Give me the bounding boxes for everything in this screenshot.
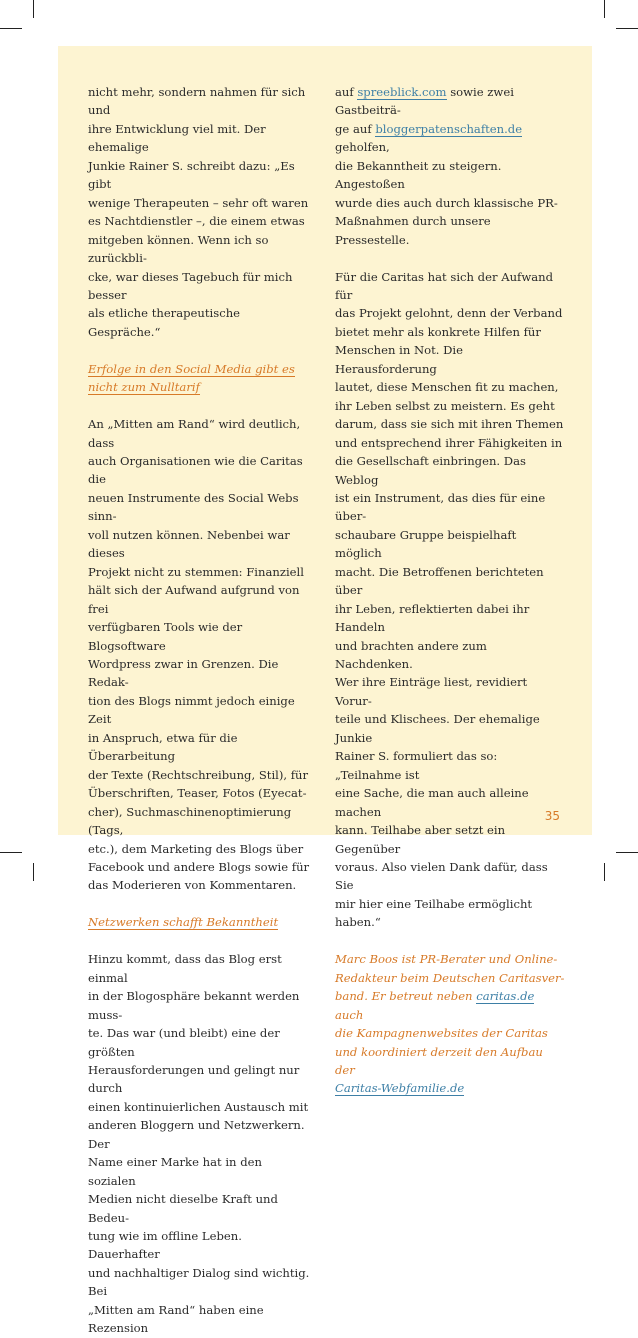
text-fragment: Redakteur beim Deutschen Caritasver- xyxy=(335,970,565,985)
text-fragment: auf xyxy=(335,85,358,99)
section-heading xyxy=(88,360,310,397)
text-line xyxy=(335,1079,565,1097)
text-line: teile und Klischees. Der ehemalige Junkie xyxy=(335,712,540,745)
text-line: auch Organisationen wie die Caritas die xyxy=(88,454,303,487)
text-line: cher), Suchmaschinenoptimierung (Tags, xyxy=(88,804,292,838)
crop-mark xyxy=(604,0,605,18)
crop-mark xyxy=(33,863,34,881)
text-line: als etliche therapeutische Gespräche.“ xyxy=(88,306,241,339)
heading-line xyxy=(88,378,310,396)
text-line: darum, dass sie sich mit ihren Themen xyxy=(335,417,564,432)
text-line: das Moderieren von Kommentaren. xyxy=(88,878,297,893)
text-line: in Anspruch, etwa für die Überarbeitung xyxy=(88,730,238,764)
heading-text: Erfolge in den Social Media gibt es xyxy=(88,361,295,376)
text-fragment: sowie zwei Gastbeiträ- xyxy=(335,85,514,118)
text-line: wenige Therapeuten – sehr oft waren xyxy=(88,195,309,210)
text-line: etc.), dem Marketing des Blogs über xyxy=(88,841,304,856)
text-line xyxy=(335,212,565,249)
text-line: Rainer S. formuliert das so: „Teilnahme ist xyxy=(335,749,498,782)
heading-line xyxy=(88,913,310,931)
text-line: cke, war dieses Tagebuch für mich besser xyxy=(88,269,293,302)
paragraph-blog-links xyxy=(335,83,565,249)
text-fragment: geholfen, xyxy=(335,140,390,155)
text-line: „Mitten am Rand“ haben eine Rezension xyxy=(88,1302,264,1336)
text-line: es Nachtdienstler –, die einem etwas xyxy=(88,214,305,229)
text-line: Projekt nicht zu stemmen: Finanziell xyxy=(88,564,304,579)
text-line: Wordpress zwar in Grenzen. Die Redak- xyxy=(88,657,279,690)
text-line: mitgeben können. Wenn ich so zurückbli- xyxy=(88,232,269,266)
hyperlink[interactable]: Caritas-Webfamilie.de xyxy=(335,1081,465,1096)
text-line: und entsprechend ihrer Fähigkeiten in xyxy=(335,435,563,450)
text-line: ihr Leben, reflektierten dabei ihr Handeln xyxy=(335,601,530,635)
text-line: voraus. Also vielen Dank dafür, dass Sie xyxy=(335,860,548,893)
text-line: ihre Entwicklung viel mit. Der ehemalige xyxy=(88,121,266,155)
heading-line xyxy=(88,360,310,378)
text-line: tung wie im offline Leben. Dauerhafter xyxy=(88,1229,242,1262)
crop-mark xyxy=(0,852,22,853)
text-line: verfügbaren Tools wie der Blogsoftware xyxy=(88,620,243,653)
text-line: Hinzu kommt, dass das Blog erst einmal xyxy=(88,952,282,985)
heading-text: Netzwerken schafft Bekanntheit xyxy=(88,915,279,930)
page xyxy=(58,46,592,1336)
text-line: hält sich der Aufwand aufgrund von frei xyxy=(88,583,300,616)
heading-text: nicht zum Nulltarif xyxy=(88,380,200,395)
text-fragment: ge auf xyxy=(335,121,376,136)
text-line: te. Das war (und bleibt) eine der größten xyxy=(88,1026,280,1059)
crop-mark xyxy=(616,28,638,29)
crop-mark xyxy=(604,863,605,881)
text-fragment: band. Er betreut neben xyxy=(335,989,477,1004)
crop-mark xyxy=(33,0,34,18)
text-line: und nachhaltiger Dialog sind wichtig. Bei xyxy=(88,1265,310,1299)
text-line: An „Mitten am Rand“ wird deutlich, dass xyxy=(88,417,301,450)
left-column xyxy=(88,83,310,1338)
text-line: voll nutzen können. Nebenbei war dieses xyxy=(88,527,290,561)
page-number: 35 xyxy=(544,809,560,823)
text-line: bietet mehr als konkrete Hilfen für xyxy=(335,324,541,339)
text-line: die Gesellschaft einbringen. Das Weblog xyxy=(335,454,526,487)
paragraph xyxy=(88,415,310,895)
text-line: neuen Instrumente des Social Webs sinn- xyxy=(88,490,299,524)
crop-mark xyxy=(616,852,638,853)
crop-mark xyxy=(0,28,22,29)
text-line: tion des Blogs nimmt jedoch einige Zeit xyxy=(88,693,295,727)
text-line: einen kontinuierlichen Austausch mit xyxy=(88,1099,309,1114)
text-line: und brachten andere zum Nachdenken. xyxy=(335,638,487,672)
hyperlink[interactable]: spreeblick.com xyxy=(357,85,447,99)
text-fragment: die Bekanntheit zu steigern. Angestoßen xyxy=(335,158,502,192)
text-fragment: und koordiniert derzeit den Aufbau der xyxy=(335,1044,543,1077)
text-line xyxy=(335,157,565,194)
text-line: kann. Teilhabe aber setzt ein Gegenüber xyxy=(335,823,506,856)
text-line: lautet, diese Menschen fit zu machen, xyxy=(335,380,559,395)
text-line: Facebook und andere Blogs sowie für xyxy=(88,860,310,874)
text-line: mir hier eine Teilhabe ermöglicht haben.“ xyxy=(335,896,533,930)
text-line: Medien nicht dieselbe Kraft und Bedeu- xyxy=(88,1192,278,1225)
text-fragment: Maßnahmen durch unsere Pressestelle. xyxy=(335,214,491,247)
text-line: eine Sache, die man auch alleine machen xyxy=(335,786,529,819)
text-line: ihr Leben selbst zu meistern. Es geht xyxy=(335,398,555,413)
paragraph xyxy=(88,83,310,341)
right-column xyxy=(335,83,565,1098)
text-fragment: Marc Boos ist PR-Berater und Online- xyxy=(335,952,558,967)
text-line xyxy=(335,1043,565,1080)
hyperlink[interactable]: bloggerpatenschaften.de xyxy=(375,121,523,136)
text-line: in der Blogosphäre bekannt werden muss- xyxy=(88,989,300,1022)
paragraph-caritas-benefit xyxy=(335,268,565,932)
text-line xyxy=(335,969,565,987)
text-line: Menschen in Not. Die Herausforderung xyxy=(335,343,464,376)
text-line xyxy=(335,950,565,968)
text-line: Wer ihre Einträge liest, revidiert Vorur- xyxy=(335,675,528,708)
section-heading xyxy=(88,913,310,931)
text-line: Für die Caritas hat sich der Aufwand für xyxy=(335,269,554,302)
text-line xyxy=(335,83,565,120)
text-line: ist ein Instrument, das dies für eine über- xyxy=(335,490,546,524)
text-line: nicht mehr, sondern nahmen für sich und xyxy=(88,85,306,118)
author-bio xyxy=(335,950,565,1098)
text-line: Herausforderungen und gelingt nur durch xyxy=(88,1062,300,1096)
text-line: das Projekt gelohnt, denn der Verband xyxy=(335,306,563,321)
text-fragment: die Kampagnenwebsites der Caritas xyxy=(335,1026,548,1041)
text-line: Name einer Marke hat in den sozialen xyxy=(88,1155,262,1188)
text-line xyxy=(335,987,565,1024)
text-line: schaubare Gruppe beispielhaft möglich xyxy=(335,527,517,561)
text-line: der Texte (Rechtschreibung, Stil), für xyxy=(88,767,309,782)
text-line: Überschriften, Teaser, Fotos (Eyecat- xyxy=(88,786,307,801)
text-line: macht. Die Betroffenen berichteten über xyxy=(335,564,544,598)
text-fragment: wurde dies auch durch klassische PR- xyxy=(335,195,558,210)
text-line xyxy=(335,194,565,212)
paragraph xyxy=(88,950,310,1338)
text-line: anderen Bloggern und Netzwerkern. Der xyxy=(88,1118,305,1151)
text-line xyxy=(335,1024,565,1042)
text-line: Junkie Rainer S. schreibt dazu: „Es gibt xyxy=(88,158,295,192)
text-line xyxy=(335,120,565,157)
text-fragment: auch xyxy=(335,1007,364,1022)
hyperlink[interactable]: caritas.de xyxy=(476,989,535,1004)
